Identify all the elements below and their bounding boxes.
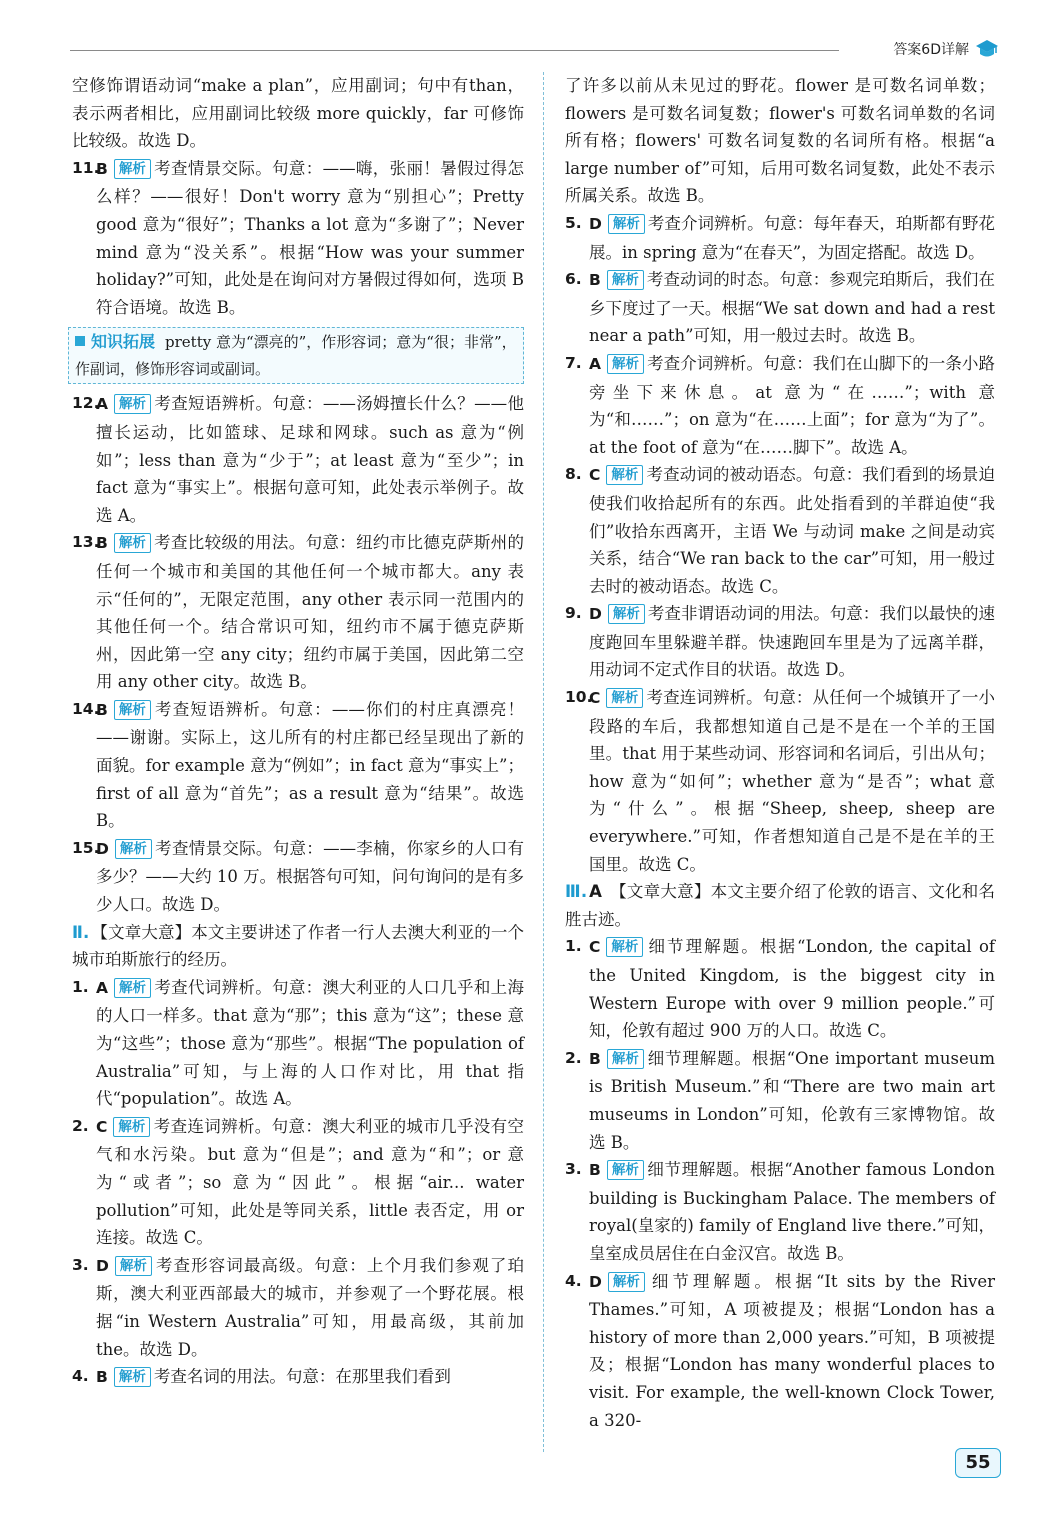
item-text: 细节理解题。根据“Another famous London building is Buckingham Palace. The members of royal(皇家的) family of England live there.”可知，皇室成员居住在白金汉宫。故选 B。: [589, 1160, 995, 1263]
item-number: 14.: [72, 699, 100, 718]
answer-continuation: 了许多以前从未见过的野花。flower 是可数名词单数；flowers 是可数名词复数；flower's 可数名词单数的名词所有格；flowers' 可数名词复数的名词所有格。根据“a large number of”可知，后用可数名词复数，此处不表示所属关系。故选 B。: [565, 76, 995, 206]
item-text: 考查名词的用法。句意：在那里我们看到: [153, 1367, 451, 1387]
answer-item: [72, 529, 524, 696]
item-answer: C: [96, 1117, 108, 1136]
item-answer: D: [96, 1256, 109, 1275]
answer-item: [72, 1113, 524, 1252]
item-text: 考查情景交际。句意：——李楠，你家乡的人口有多少？——大约 10 万。根据答句可知，问句询问的是有多少人口。故选 D。: [96, 838, 524, 915]
analysis-tag: 解析: [607, 1160, 644, 1180]
page-number: 55: [955, 1448, 1001, 1478]
analysis-tag: 解析: [606, 465, 643, 485]
answer-item: [72, 696, 524, 835]
item-number: 12.: [72, 394, 100, 413]
analysis-tag: 解析: [114, 159, 151, 179]
brand-logo: [893, 38, 999, 60]
answer-item: [565, 1156, 995, 1267]
analysis-tag: 解析: [115, 839, 152, 859]
item-text: 考查短语辨析。句意：——你们的村庄真漂亮！——谢谢。实际上，这儿所有的村庄都已经呈现出了新的面貌。for example 意为“例如”；in fact 意为“事实上”；first of all 意为“首先”；as a result 意为“结果”。故选 B。: [96, 699, 524, 831]
item-number: 15.: [72, 838, 100, 857]
item-number: 3.: [565, 1160, 582, 1179]
item-text: 考查动词的时态。句意：参观完珀斯后，我们在乡下度过了一天。根据“We sat down and had a rest near a path”可知，用一般过去时。故选 B。: [589, 270, 995, 346]
analysis-tag: 解析: [608, 214, 645, 234]
answer-item: [72, 390, 524, 529]
item-number: 9.: [565, 604, 582, 623]
item-text: 细节理解题。根据“One important museum is British Museum.”和“There are two main art museums in London”可知，伦敦有三家博物馆。故选 B。: [589, 1048, 995, 1152]
answer-item: [565, 1045, 995, 1156]
item-answer: D: [589, 1272, 602, 1291]
analysis-tag: 解析: [606, 688, 643, 708]
item-answer: A: [96, 978, 108, 997]
item-text: 考查动词的被动语态。句意：我们看到的场景迫使我们收拾起所有的东西。此处指看到的羊群迫使“我们”收拾东西离开，主语 We 与动词 make 之间是动宾关系，结合“We ran back to the car”可知，用一般过去时的被动语态。故选 C。: [589, 465, 995, 596]
item-number: 2.: [72, 1116, 89, 1135]
item-number: 5.: [565, 213, 582, 232]
item-text: 细节理解题。根据“London, the capital of the United Kingdom, is the biggest city in Western Europe with over 9 million people.”可知，伦敦有超过 900 万的人口。故选 C。: [589, 937, 995, 1041]
item-answer: C: [589, 466, 601, 485]
item-number: 11.: [72, 158, 100, 177]
item-answer: C: [589, 689, 601, 708]
analysis-tag: 解析: [608, 604, 645, 624]
item-text: 考查连词辨析。句意：从任何一个城镇开了一小段路的车后，我都想知道自己是不是在一个羊的王国里。that 用于某些动词、形容词和名词后，引出从句；how 意为“如何”；whether 意为“是否”；what 意为“什么”。根据“Sheep, sheep, sheep are everywhere.”可知，作者想知道自己是不是在羊的王国里。故选 C。: [589, 688, 995, 874]
item-number: 13.: [72, 533, 100, 552]
analysis-tag: 解析: [114, 1367, 151, 1387]
knowledge-box: [68, 327, 524, 384]
item-text: 考查连词辨析。句意：澳大利亚的城市几乎没有空气和水污染。but 意为“但是”；and 意为“和”；or 意为“或者”；so 意为“因此”。根据“air... water pollution”可知，此处是等同关系，little 表否定，用 or 连接。故选 C。: [96, 1116, 524, 1248]
answer-item: [565, 461, 995, 600]
item-answer: B: [96, 534, 108, 553]
answer-item: [72, 155, 524, 322]
item-answer: B: [589, 1049, 601, 1068]
header-rule: [70, 50, 839, 51]
item-answer: D: [96, 839, 109, 858]
item-number: 7.: [565, 353, 582, 372]
item-text: 考查介词辨析。句意：每年春天，珀斯都有野花展。in spring 意为“在春天”，为固定搭配。故选 D。: [589, 213, 995, 262]
item-number: 1.: [72, 977, 89, 996]
analysis-tag: 解析: [607, 1049, 644, 1069]
item-answer: D: [589, 605, 602, 624]
answer-item: [72, 974, 524, 1113]
answer-item: [565, 684, 995, 878]
answer-item: [565, 350, 995, 461]
analysis-tag: 解析: [113, 1117, 150, 1137]
item-answer: B: [589, 271, 601, 290]
item-number: 6.: [565, 270, 582, 289]
item-answer: C: [589, 938, 601, 957]
left-column: [72, 72, 524, 1392]
section-heading: [72, 919, 524, 974]
item-number: 2.: [565, 1048, 582, 1067]
section-summary: 【文章大意】本文主要讲述了作者一行人去澳大利亚的一个城市珀斯旅行的经历。: [72, 922, 524, 970]
item-text: 考查介词辨析。句意：我们在山脚下的一条小路旁坐下来休息。at 意为“在……”；with 意为“和……”；on 意为“在……上面”；for 意为“为了”。at the foot of 意为“在……脚下”。故选 A。: [589, 353, 995, 457]
analysis-tag: 解析: [606, 937, 643, 957]
knowledge-text: pretty 意为“漂亮的”，作形容词；意为“很；非常”，作副词，修饰形容词或副词。: [75, 333, 517, 379]
analysis-tag: 解析: [114, 978, 151, 998]
analysis-tag: 解析: [114, 394, 151, 414]
item-text: 考查比较级的用法。句意：纽约市比德克萨斯州的任何一个城市和美国的其他任何一个城市都大。any 表示“任何的”，无限定范围，any other 表示同一范围内的其他任何一个。结合常识可知，纽约市不属于德克萨斯州，因此第一空 any city；纽约市属于美国，因此第二空用 any other city。故选 B。: [96, 533, 524, 692]
section-answer: A: [589, 882, 602, 902]
item-answer: B: [96, 159, 108, 178]
analysis-tag: 解析: [607, 270, 644, 290]
item-answer: A: [589, 354, 601, 373]
item-text: 考查情景交际。句意：——嗨，张丽！暑假过得怎么样？——很好！Don't worry 意为“别担心”；Pretty good 意为“很好”；Thanks a lot 意为“多谢了”；Never mind 意为“没关系”。根据“How was your summer holiday?”可知，此处是在询问对方暑假过得如何，选项 B 符合语境。故选 B。: [96, 158, 524, 317]
brand-text: 答案6D详解: [893, 42, 969, 58]
answer-item: [72, 1363, 524, 1392]
item-number: 4.: [565, 1271, 582, 1290]
item-answer: B: [589, 1161, 601, 1180]
answer-item: [72, 835, 524, 919]
item-number: 1.: [565, 937, 582, 956]
item-text: 考查短语辨析。句意：——汤姆擅长什么？——他擅长运动，比如篮球、足球和网球。such as 意为“例如”；less than 意为“少于”；at least 意为“至少”；in fact 意为“事实上”。根据句意可知，此处表示举例子。故选 A。: [96, 394, 524, 525]
analysis-tag: 解析: [114, 700, 151, 720]
item-text: 考查非谓语动词的用法。句意：我们以最快的速度跑回车里躲避羊群。快速跑回车里是为了远离羊群，用动词不定式作目的状语。故选 D。: [589, 604, 995, 680]
item-number: 10.: [565, 688, 593, 707]
item-answer: B: [96, 1368, 108, 1387]
analysis-tag: 解析: [608, 1272, 645, 1292]
analysis-tag: 解析: [114, 533, 151, 553]
answer-item: [565, 933, 995, 1044]
analysis-tag: 解析: [607, 354, 644, 374]
answer-item: [565, 266, 995, 350]
graduation-cap-icon: [975, 38, 999, 60]
column-divider: [543, 72, 544, 1452]
item-number: 8.: [565, 465, 582, 484]
analysis-tag: 解析: [115, 1256, 152, 1276]
knowledge-title: 知识拓展: [75, 332, 155, 351]
answer-item: [72, 1252, 524, 1363]
section-summary: 【文章大意】本文主要介绍了伦敦的语言、文化和名胜古迹。: [565, 882, 995, 929]
item-text: 考查代词辨析。句意：澳大利亚的人口几乎和上海的人口一样多。that 意为“那”；this 意为“这”；these 意为“这些”；those 意为“那些”。根据“The population of Australia”可知，与上海的人口作对比，用 that 指代“population”。故选 A。: [96, 977, 524, 1109]
item-answer: B: [96, 700, 108, 719]
answer-continuation: 空修饰谓语动词“make a plan”，应用副词；句中有than，表示两者相比，应用副词比较级 more quickly，far 可修饰比较级。故选 D。: [72, 76, 524, 151]
item-answer: D: [589, 214, 602, 233]
section-label: Ⅱ.: [72, 922, 90, 942]
answer-item: [565, 600, 995, 684]
answer-item: [565, 210, 995, 266]
item-answer: A: [96, 395, 108, 414]
item-text: 细节理解题。根据“It sits by the River Thames.”可知，A 项被提及；根据“London has a history of more than 2,000 years.”可知，B 项被提及；根据“London has many wonderful places to visit. For example, the well-known Clock Tower, a 320-: [589, 1271, 995, 1430]
section-heading: [565, 878, 995, 933]
section-label: Ⅲ.: [565, 882, 588, 902]
item-number: 3.: [72, 1255, 89, 1274]
page-header: [70, 34, 999, 68]
item-text: 考查形容词最高级。句意：上个月我们参观了珀斯，澳大利亚西部最大的城市，并参观了一个野花展。根据“in Western Australia”可知，用最高级，其前加 the。故选 D。: [96, 1255, 524, 1359]
right-column: [565, 72, 995, 1434]
answer-item: [565, 1268, 995, 1435]
item-number: 4.: [72, 1367, 89, 1386]
